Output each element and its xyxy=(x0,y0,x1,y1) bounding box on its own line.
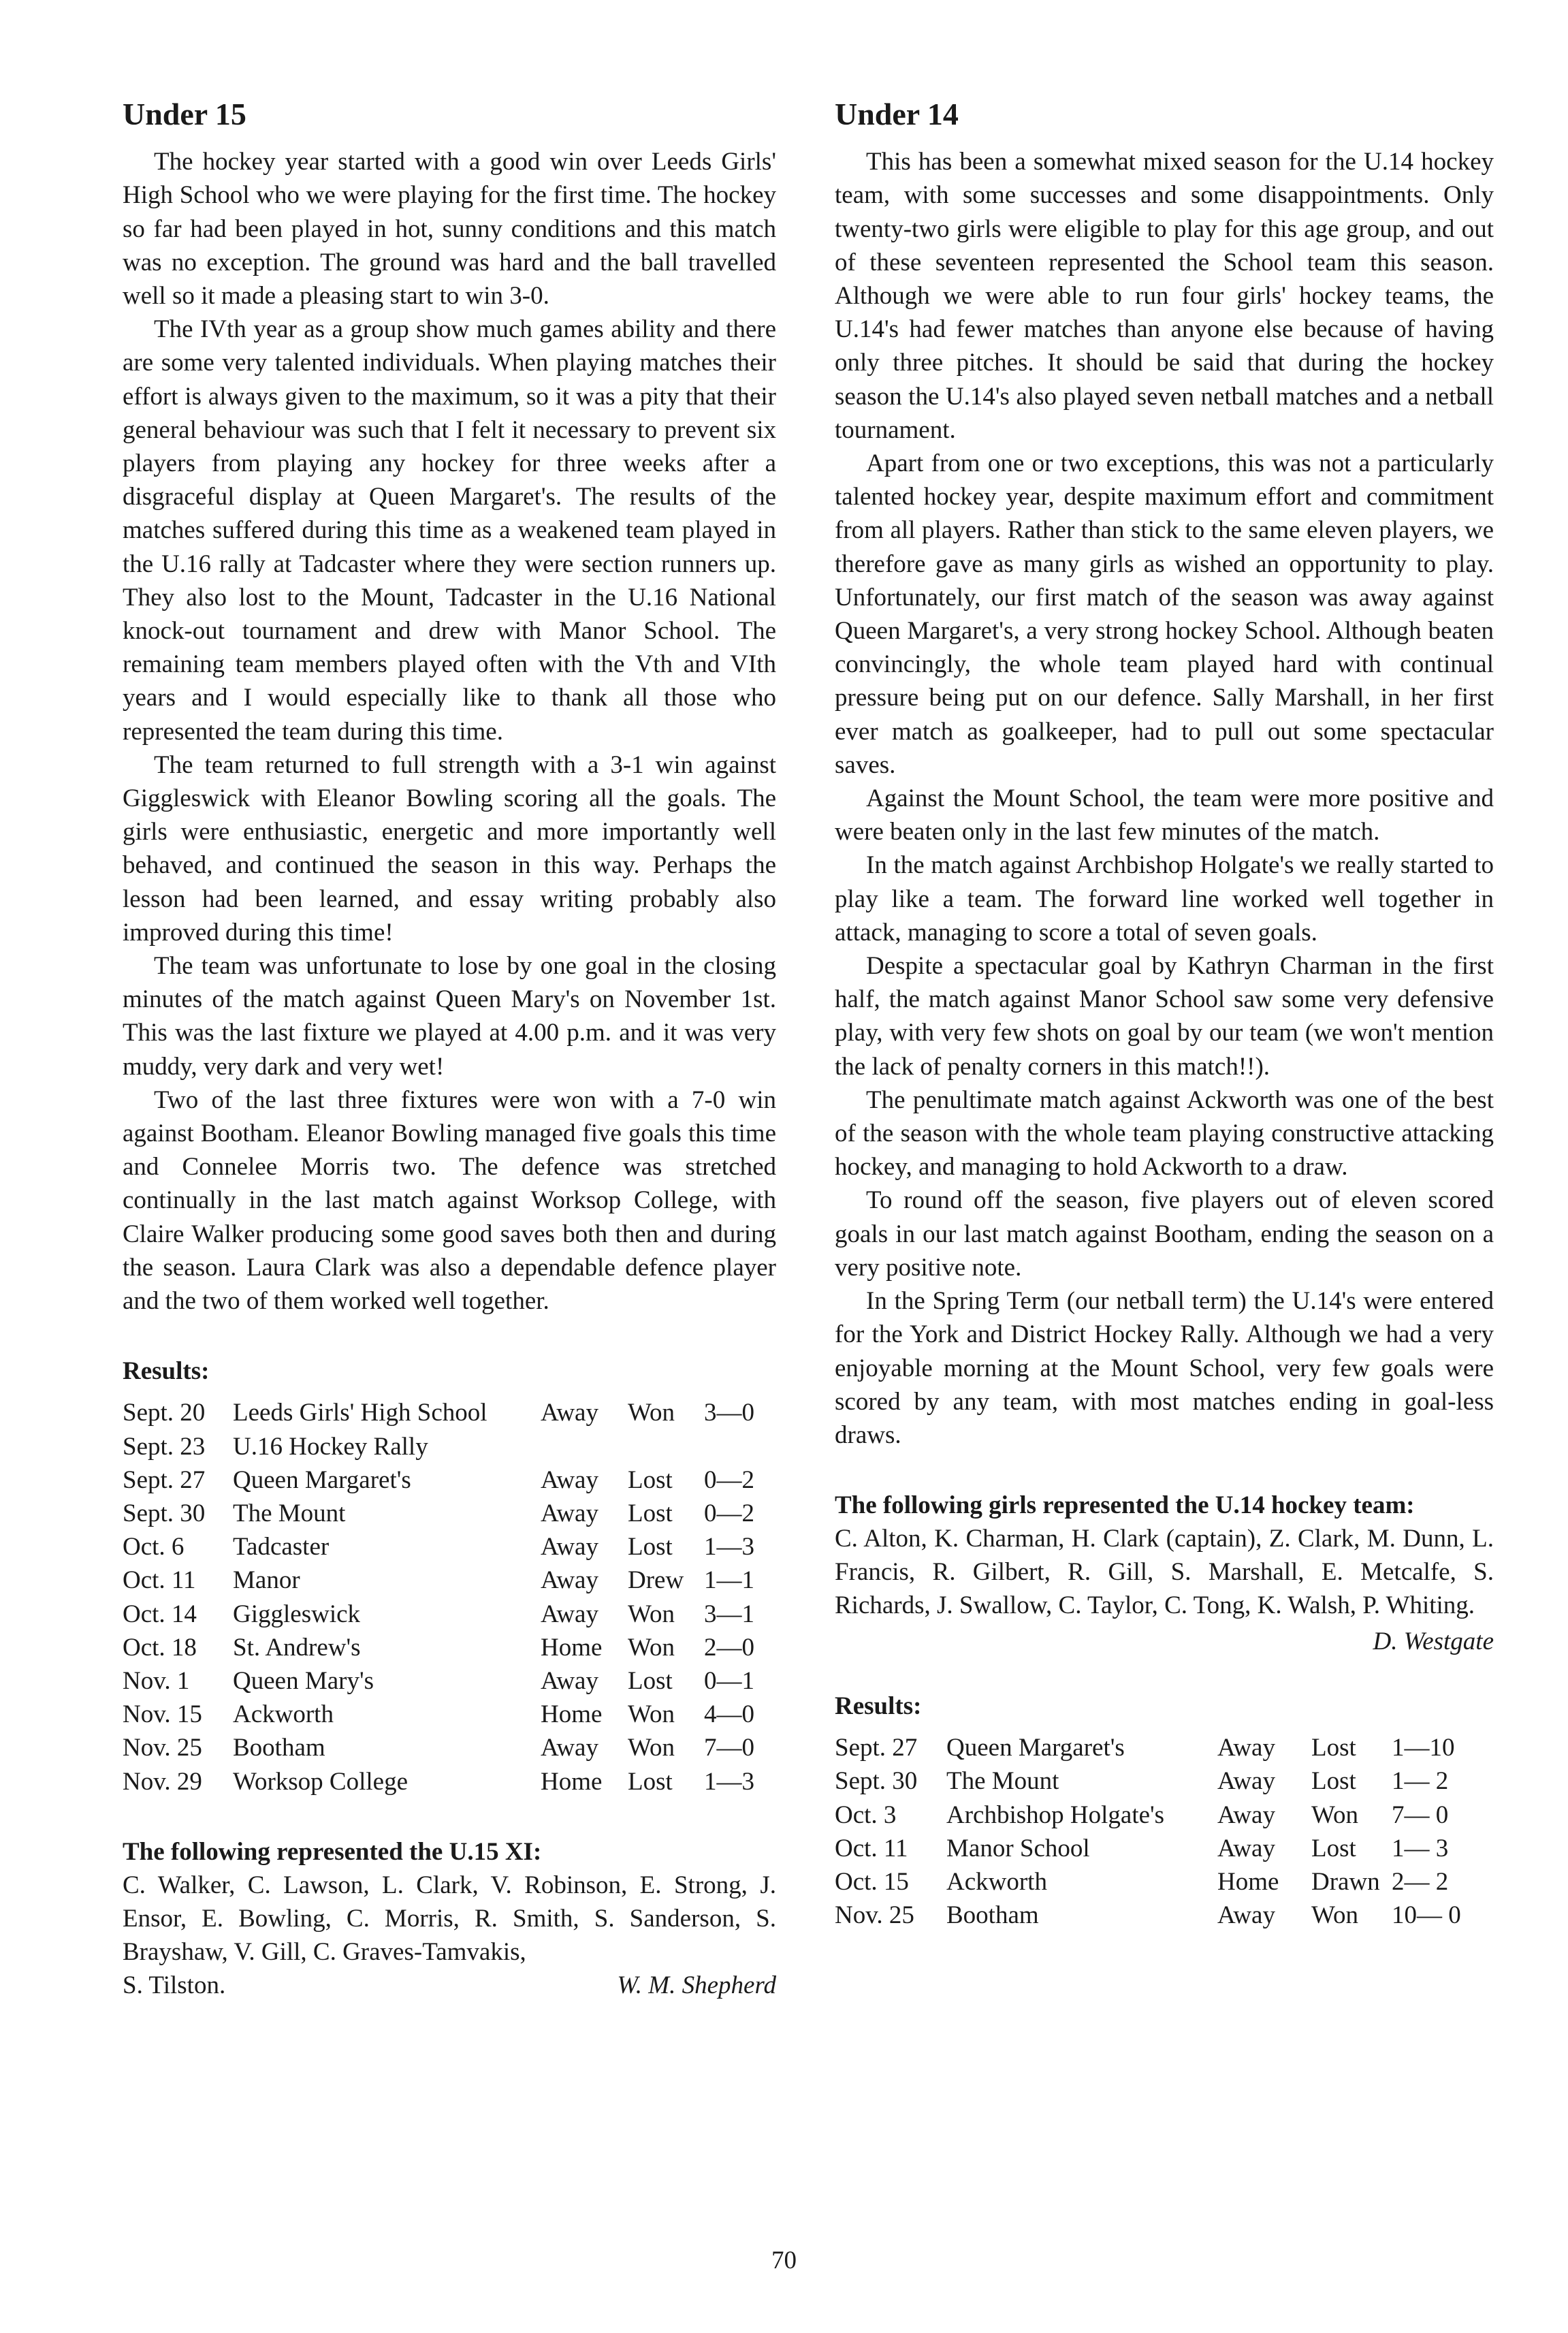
u14-results-table xyxy=(835,1731,1473,1932)
table-row: Sept. 27 Queen Margaret's Away Lost 0—2 xyxy=(123,1465,754,1494)
u15-results-table xyxy=(123,1396,758,1798)
page-number: 70 xyxy=(771,2247,797,2274)
table-row: Sept. 23 U.16 Hockey Rally xyxy=(123,1432,428,1461)
table-row: Sept. 20 Leeds Girls' High School Away Won 3—0 xyxy=(123,1399,754,1427)
u15-represented-last: S. Tilston. xyxy=(123,1971,226,1999)
u14-signature-line xyxy=(835,1625,1494,1658)
table-row: Oct. 11 Manor Away Drew 1—1 xyxy=(123,1566,754,1595)
table-row: Nov. 25 Bootham Away Won 10— 0 xyxy=(835,1901,1461,1930)
table-row: Nov. 15 Ackworth Home Won 4—0 xyxy=(123,1700,754,1729)
u14-paragraph-2: Apart from one or two exceptions, this was not a particularly talented hockey year, despite maximum effort and commitment from all players. Rather than stick to the same eleven players, we therefore gave as many girls as wished an opportunity to play. Unfortunately, our first match of the season was away against Queen Margaret's, a very strong hockey School. Although beaten convincingly, the whole team played hard with continual pressure being put on our defence. Sally Marshall, in her first ever match as goalkeeper, had to pull out some spectacular saves. xyxy=(835,449,1494,779)
table-row: Sept. 30 The Mount Away Lost 0—2 xyxy=(123,1499,754,1527)
u14-paragraph-5: Despite a spectacular goal by Kathryn Charman in the first half, the match against Manor School saw some very defensive play, with very few shots on goal by our team (we won't mention the lack of penalty corners in this match!!). xyxy=(835,952,1494,1081)
table-row: Nov. 29 Worksop College Home Lost 1—3 xyxy=(123,1767,754,1796)
u14-represented-heading: The following girls represented the U.14 hockey team: xyxy=(835,1491,1415,1520)
u14-paragraph-3: Against the Mount School, the team were more positive and were beaten only in the last few minutes of the match. xyxy=(835,784,1494,846)
table-row: Sept. 27 Queen Margaret's Away Lost 1—10 xyxy=(835,1734,1455,1762)
under-14-column xyxy=(835,95,1494,1932)
under-15-heading: Under 15 xyxy=(123,97,246,131)
table-row: Oct. 18 St. Andrew's Home Won 2—0 xyxy=(123,1633,754,1662)
u15-represented-heading: The following represented the U.15 XI: xyxy=(123,1837,542,1866)
table-row: Oct. 11 Manor School Away Lost 1— 3 xyxy=(835,1834,1449,1862)
u14-signature: D. Westgate xyxy=(1373,1628,1494,1656)
table-row: Nov. 25 Bootham Away Won 7—0 xyxy=(123,1734,754,1762)
table-row: Oct. 3 Archbishop Holgate's Away Won 7— 0 xyxy=(835,1800,1449,1829)
u15-represented-list: C. Walker, C. Lawson, L. Clark, V. Robinson, E. Strong, J. Ensor, E. Bowling, C. Morris, R. Smith, S. Sanderson, S. Brayshaw, V. Gill, C. Graves-Tamvakis, xyxy=(123,1871,776,1966)
u15-paragraph-5: Two of the last three fixtures were won with a 7-0 win against Bootham. Eleanor Bowling managed five goals this time and Connelee Morris two. The defence was stretched continually in the last match against Worksop College, with Claire Walker producing some good saves both then and during the season. Laura Clark was also a dependable defence player and the two of them worked well together. xyxy=(123,1085,776,1316)
u15-paragraph-3: The team returned to full strength with a 3-1 win against Giggleswick with Eleanor Bowling scoring all the goals. The girls were enthusiastic, energetic and more importantly well behaved, and continued the season in this way. Perhaps the lesson had been learned, and essay writing probably also improved during this time! xyxy=(123,750,776,947)
u14-represented-list: C. Alton, K. Charman, H. Clark (captain), Z. Clark, M. Dunn, L. Francis, R. Gilbert, R. Gill, S. Marshall, E. Metcalfe, S. Richards, J. Swallow, C. Taylor, C. Tong, K. Walsh, P. Whiting. xyxy=(835,1525,1494,1620)
u15-paragraph-2: The IVth year as a group show much games ability and there are some very talented individuals. When playing matches their effort is always given to the maximum, so it was a pity that their general behaviour was such that I felt it necessary to prevent six players from playing any hockey for three weeks after a disgraceful display at Queen Margaret's. The results of the matches suffered during this time as a weakened team played in the U.16 rally at Tadcaster where they were section runners up. They also lost to the Mount, Tadcaster in the U.16 National knock-out tournament and drew with Manor School. The remaining team members played often with the Vth and VIth years and I would especially like to thank all those who represented the team during this time. xyxy=(123,315,776,746)
u15-represented-last-line xyxy=(123,1969,776,2002)
under-14-heading: Under 14 xyxy=(835,97,959,131)
u14-paragraph-8: In the Spring Term (our netball term) the U.14's were entered for the York and District Hockey Rally. Although we had a very enjoyable morning at the Mount School, very few goals were scored by any team, with most matches ending in goal-less draws. xyxy=(835,1287,1494,1449)
u15-results-heading: Results: xyxy=(123,1357,210,1386)
u15-paragraph-1: The hockey year started with a good win over Leeds Girls' High School who we were playing for the first time. The hockey so far had been played in hot, sunny conditions and this match was no exception. The ground was hard and the ball travelled well so it made a pleasing start to win 3-0. xyxy=(123,148,776,310)
u14-paragraph-7: To round off the season, five players out of eleven scored goals in our last match against Bootham, ending the season on a very positive note. xyxy=(835,1186,1494,1282)
table-row: Nov. 1 Queen Mary's Away Lost 0—1 xyxy=(123,1666,754,1695)
u14-paragraph-6: The penultimate match against Ackworth was one of the best of the season with the whole team playing constructive attacking hockey, and managing to hold Ackworth to a draw. xyxy=(835,1085,1494,1181)
table-row: Oct. 6 Tadcaster Away Lost 1—3 xyxy=(123,1533,754,1561)
table-row: Oct. 14 Giggleswick Away Won 3—1 xyxy=(123,1600,754,1628)
u14-results-heading: Results: xyxy=(835,1692,922,1721)
u14-paragraph-1: This has been a somewhat mixed season for the U.14 hockey team, with some successes and some disappointments. Only twenty-two girls were eligible to play for this age group, and out of these seventeen represented the School team this season. Although we were able to run four girls' hockey teams, the U.14's had fewer matches than anyone else because of having only three pitches. It should be said that during the hockey season the U.14's also played seven netball matches and a netball tournament. xyxy=(835,148,1494,444)
u15-signature: W. M. Shepherd xyxy=(617,1971,776,1999)
under-15-column xyxy=(123,95,776,2002)
table-row: Oct. 15 Ackworth Home Drawn 2— 2 xyxy=(835,1867,1449,1896)
u15-paragraph-4: The team was unfortunate to lose by one goal in the closing minutes of the match against Queen Mary's on November 1st. This was the last fixture we played at 4.00 p.m. and it was very muddy, very dark and very wet! xyxy=(123,952,776,1081)
u14-paragraph-4: In the match against Archbishop Holgate's we really started to play like a team. The forward line worked well together in attack, managing to score a total of seven goals. xyxy=(835,851,1494,947)
table-row: Sept. 30 The Mount Away Lost 1— 2 xyxy=(835,1767,1449,1796)
